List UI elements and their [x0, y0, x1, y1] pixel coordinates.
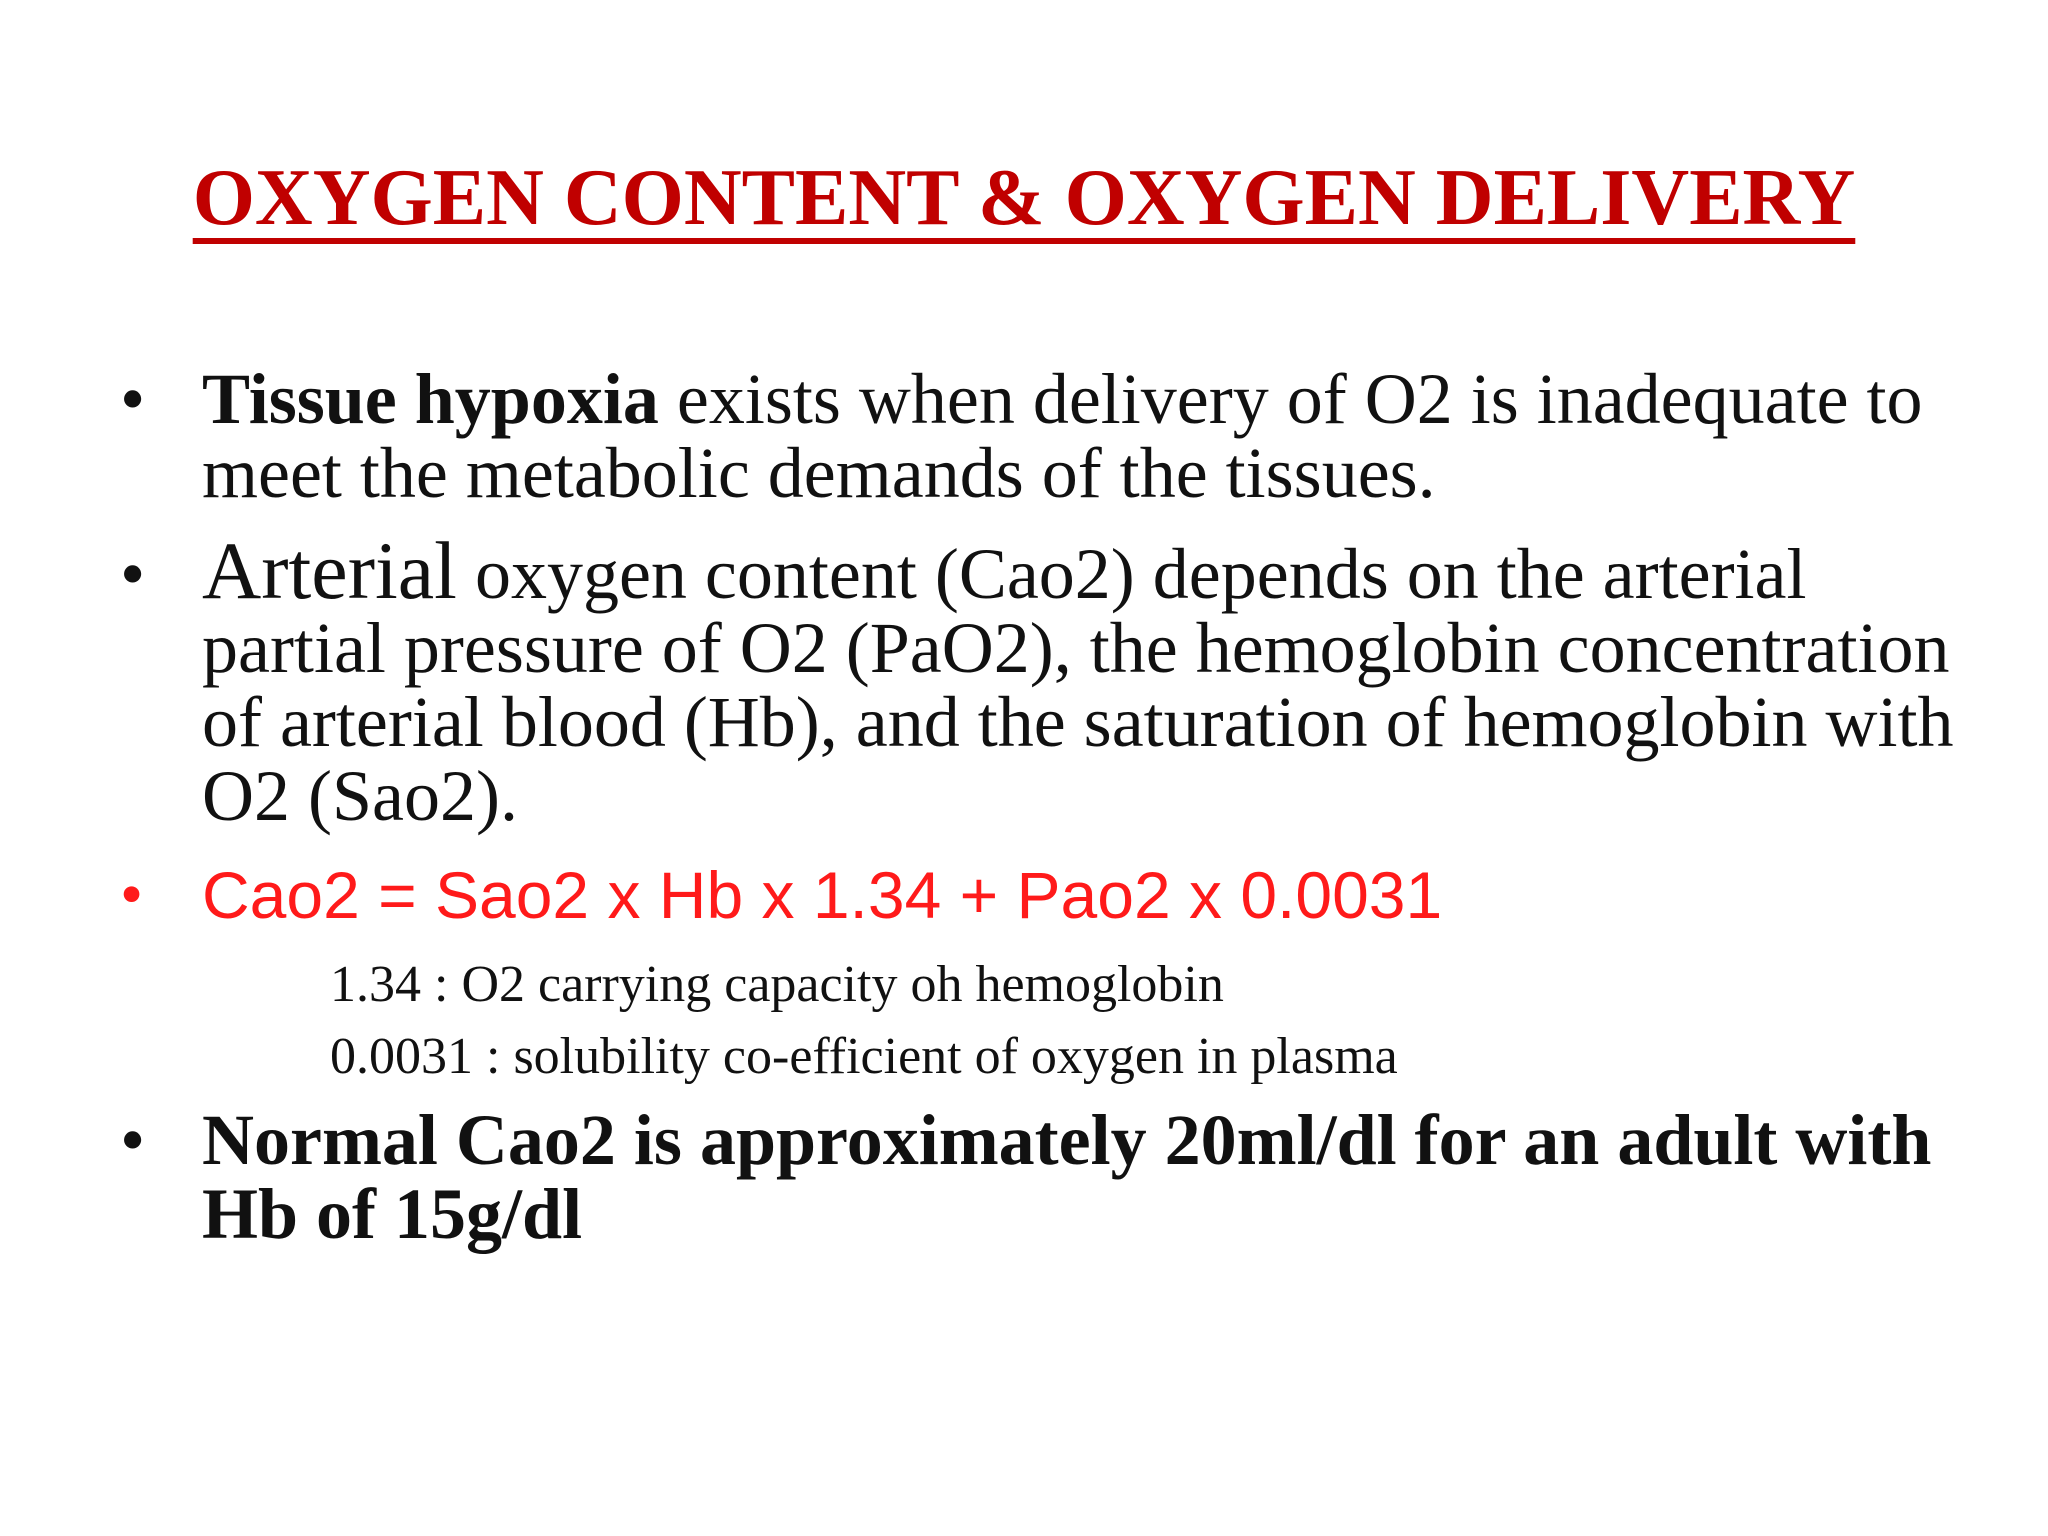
bullet-marker: • [120, 359, 146, 439]
bullet-lead-word: Arterial [202, 525, 457, 616]
note-line: 0.0031 : solubility co-efficient of oxygen in plasma [330, 1028, 1398, 1085]
bullet-bold-lead: Tissue hypoxia [202, 359, 659, 439]
formula-notes [120, 949, 2000, 1093]
bullet-marker: • [120, 858, 144, 931]
bullet-text: Normal Cao2 is approximately 20ml/dl for an adult with Hb of 15g/dl [202, 1100, 1932, 1254]
bullet-item-tissue-hypoxia [120, 359, 2000, 513]
bullet-text: oxygen content (Cao2) depends on the arterial partial pressure of O2 (PaO2), the hemoglobin concentration of arterial blood (Hb), and the saturation of hemoglobin with O2 (Sao2). [202, 534, 1954, 836]
slide-title: OXYGEN CONTENT & OXYGEN DELIVERY [192, 154, 1856, 242]
bullet-marker: • [120, 534, 146, 614]
bullet-text: exists when delivery of O2 is inadequate to meet the metabolic demands of the tissues. [202, 359, 1923, 513]
bullet-item-arterial-content [120, 525, 2000, 836]
formula-text: Cao2 = Sao2 x Hb x 1.34 + Pao2 x 0.0031 [202, 858, 1443, 932]
bullet-list [120, 359, 2000, 1254]
bullet-marker: • [120, 1100, 146, 1180]
note-line: 1.34 : O2 carrying capacity oh hemoglobin [330, 956, 1224, 1013]
bullet-item-normal-cao2 [120, 1100, 2000, 1254]
bullet-item-formula [120, 855, 2000, 935]
